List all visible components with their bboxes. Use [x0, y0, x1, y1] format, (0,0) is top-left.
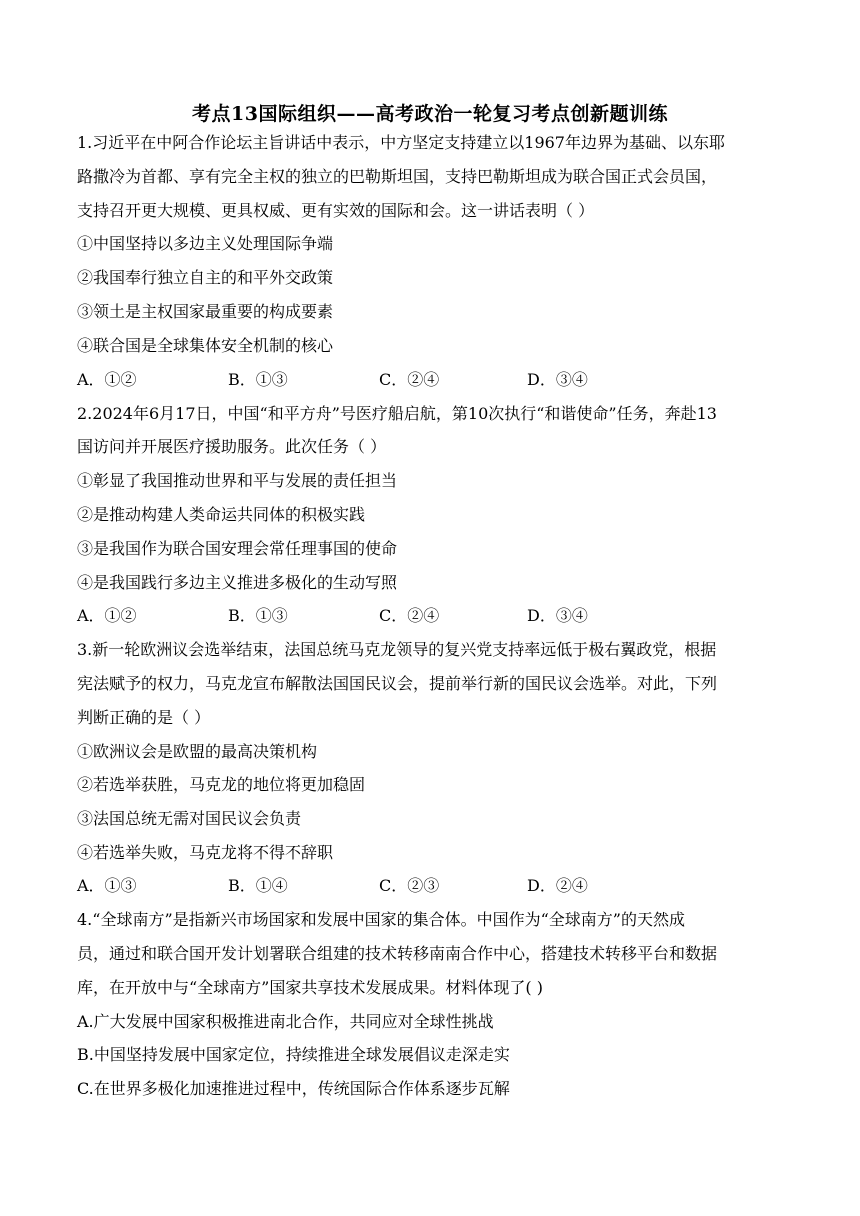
question-3-option-3: ③法国总统无需对国民议会负责	[77, 809, 302, 828]
question-1-choice-c: C．②④	[379, 370, 440, 389]
question-1-choice-b: B．①③	[228, 370, 288, 389]
question-4-stem-line-1: 4.“全球南方”是指新兴市场国家和发展中国家的集合体。中国作为“全球南方”的天然成	[77, 910, 685, 929]
question-3-choice-a: A．①③	[77, 876, 137, 895]
question-3-option-4: ④若选举失败，马克龙将不得不辞职	[77, 843, 334, 862]
question-2-option-3: ③是我国作为联合国安理会常任理事国的使命	[77, 539, 398, 558]
question-2-option-1: ①彰显了我国推动世界和平与发展的责任担当	[77, 471, 398, 490]
question-2-stem-line-2: 国访问并开展医疗援助服务。此次任务（ ）	[77, 437, 387, 456]
question-4-stem-line-3: 库，在开放中与“全球南方”国家共享技术发展成果。材料体现了( )	[77, 978, 543, 997]
question-1-option-4: ④联合国是全球集体安全机制的核心	[77, 336, 334, 355]
question-4-option-c: C.在世界多极化加速推进过程中，传统国际合作体系逐步瓦解	[77, 1079, 510, 1098]
question-3-choice-c: C．②③	[379, 876, 440, 895]
question-1-stem-line-1: 1.习近平在中阿合作论坛主旨讲话中表示，中方坚定支持建立以1967年边界为基础、以东耶	[77, 133, 725, 152]
question-3-choice-d: D．②④	[527, 876, 588, 895]
question-4-stem-line-2: 员，通过和联合国开发计划署联合组建的技术转移南南合作中心，搭建技术转移平台和数据	[77, 944, 718, 963]
question-2-choice-c: C．②④	[379, 606, 440, 625]
question-3-stem-line-1: 3.新一轮欧洲议会选举结束，法国总统马克龙领导的复兴党支持率远低于极右翼政党，根据	[77, 640, 717, 659]
question-4-option-b: B.中国坚持发展中国家定位，持续推进全球发展倡议走深走实	[77, 1045, 510, 1064]
question-3-stem-line-3: 判断正确的是（ ）	[77, 708, 211, 727]
question-1-option-3: ③领土是主权国家最重要的构成要素	[77, 302, 334, 321]
question-1-stem-line-3: 支持召开更大规模、更具权威、更有实效的国际和会。这一讲话表明（ ）	[77, 201, 595, 220]
question-1-option-2: ②我国奉行独立自主的和平外交政策	[77, 268, 334, 287]
question-1-stem-line-2: 路撒冷为首都、享有完全主权的独立的巴勒斯坦国，支持巴勒斯坦成为联合国正式会员国，	[77, 167, 718, 186]
document-title: 考点13国际组织——高考政治一轮复习考点创新题训练	[192, 103, 668, 125]
question-1-choice-d: D．③④	[527, 370, 588, 389]
question-3-option-1: ①欧洲议会是欧盟的最高决策机构	[77, 742, 318, 761]
question-2-stem-line-1: 2.2024年6月17日，中国“和平方舟”号医疗船启航，第10次执行“和谐使命”任务，奔赴13	[77, 404, 717, 423]
question-2-choice-b: B．①③	[228, 606, 288, 625]
question-2-option-2: ②是推动构建人类命运共同体的积极实践	[77, 505, 366, 524]
question-2-option-4: ④是我国践行多边主义推进多极化的生动写照	[77, 573, 398, 592]
question-3-stem-line-2: 宪法赋予的权力，马克龙宣布解散法国国民议会，提前举行新的国民议会选举。对此，下列	[77, 674, 718, 693]
question-2-choice-a: A．①②	[77, 606, 137, 625]
question-1-option-1: ①中国坚持以多边主义处理国际争端	[77, 234, 334, 253]
question-1-choice-a: A．①②	[77, 370, 137, 389]
question-4-option-a: A.广大发展中国家积极推进南北合作，共同应对全球性挑战	[77, 1012, 494, 1031]
question-2-choice-d: D．③④	[527, 606, 588, 625]
question-3-option-2: ②若选举获胜，马克龙的地位将更加稳固	[77, 775, 366, 794]
question-3-choice-b: B．①④	[228, 876, 288, 895]
